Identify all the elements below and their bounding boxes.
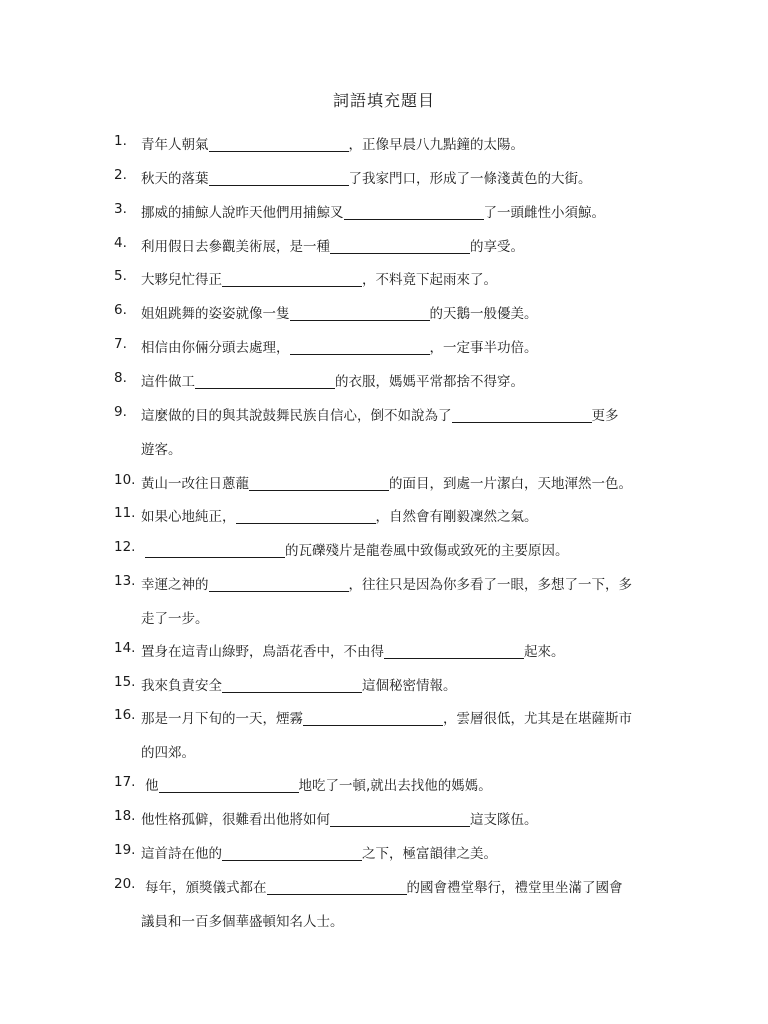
answer-blank[interactable] [330,239,470,254]
question-text-before: 秋天的落葉 [141,171,209,187]
answer-blank[interactable] [290,306,430,321]
question-number: 11. [114,505,136,521]
question-text-after: ，一定事半功倍。 [429,340,538,356]
question-number: 16. [114,707,136,723]
answer-blank[interactable] [209,171,349,186]
question-number: 2. [114,167,127,183]
question-text-after: 之下，極富韻律之美。 [362,846,497,862]
question-number: 20. [114,876,136,892]
answer-blank[interactable] [290,340,430,355]
question-text-after: 的瓦礫殘片是龍卷風中致傷或致死的主要原因。 [285,543,569,559]
question-number: 17. [114,774,136,790]
question-text-before: 相信由你倆分頭去處理， [141,340,290,356]
question-number: 13. [114,573,136,589]
question-number: 4. [114,235,127,251]
question-number: 9. [114,404,127,420]
answer-blank[interactable] [236,509,376,524]
question-text-after: 起來。 [524,644,565,660]
question-text-before: 利用假日去參觀美術展，是一種 [141,239,330,255]
question-text-after: ，不料竟下起雨來了。 [362,272,497,288]
answer-blank[interactable] [222,846,362,861]
question-text-after: 更多 [591,408,619,424]
question-text-after: ，往往只是因為你多看了一眼，多想了一下，多 [348,577,632,593]
question-number: 19. [114,842,136,858]
question-number: 10. [114,472,136,488]
question-text-before: 這件做工 [141,374,195,390]
page-title: 詞語填充題目 [332,91,435,110]
answer-blank[interactable] [267,880,407,895]
question-number: 3. [114,201,127,217]
question-number: 14. [114,640,136,656]
question-text-after: 的衣服，媽媽平常都捨不得穿。 [335,374,524,390]
question-text-after: ，自然會有剛毅凜然之氣。 [375,509,538,525]
question-text-before: 大夥兒忙得正 [141,272,222,288]
question-text-before: 如果心地純正， [141,509,236,525]
question-text-before: 置身在這青山綠野，鳥語花香中，不由得 [141,644,384,660]
question-text-before: 這首詩在他的 [141,846,222,862]
answer-blank[interactable] [195,374,335,389]
question-number: 15. [114,674,136,690]
question-text-before: 那是一月下旬的一天，煙霧 [141,711,303,727]
question-text-after: 了我家門口，形成了一條淺黃色的大街。 [348,171,592,187]
question-text-after: 的國會禮堂舉行，禮堂里坐滿了國會 [406,880,623,896]
question-number: 6. [114,302,127,318]
answer-blank[interactable] [209,137,349,152]
answer-blank[interactable] [145,543,285,558]
question-text-before: 姐姐跳舞的姿姿就像一隻 [141,306,290,322]
answer-blank[interactable] [344,205,484,220]
answer-blank[interactable] [222,678,362,693]
question-text-before: 黃山一改往日蔥蘢 [141,476,249,492]
question-number: 8. [114,370,127,386]
question-text-before: 他性格孤僻，很難看出他將如何 [141,812,330,828]
question-text-after: 這個秘密情報。 [362,678,457,694]
question-text-after: 地吃了一頓,就出去找他的媽媽。 [298,778,492,794]
question-text-after: ，雲層很低，尤其是在堪薩斯市 [443,711,632,727]
question-text-after: 的面目，到處一片潔白，天地渾然一色。 [389,476,632,492]
question-text-continued: 的四郊。 [141,745,195,761]
question-text-before: 青年人朝氣 [141,137,209,153]
answer-blank[interactable] [209,577,349,592]
question-text-after: 這支隊伍。 [470,812,538,828]
question-text-before: 我來負責安全 [141,678,222,694]
question-text-before: 這麼做的目的與其說鼓舞民族自信心，倒不如說為了 [141,408,452,424]
question-number: 12. [114,539,136,555]
answer-blank[interactable] [330,812,470,827]
question-text-after: 的天鵝一般優美。 [429,306,538,322]
question-number: 5. [114,268,127,284]
question-text-continued: 遊客。 [141,442,182,458]
answer-blank[interactable] [249,476,389,491]
answer-blank[interactable] [303,711,443,726]
question-number: 18. [114,808,136,824]
question-number: 1. [114,133,127,149]
answer-blank[interactable] [384,644,524,659]
answer-blank[interactable] [222,272,362,287]
question-text-after: 的享受。 [470,239,524,255]
question-text-before: 挪威的捕鯨人說昨天他們用捕鯨叉 [141,205,344,221]
question-text-after: ，正像早晨八九點鐘的太陽。 [348,137,524,153]
answer-blank[interactable] [452,408,592,423]
question-text-continued: 議員和一百多個華盛頓知名人士。 [141,914,344,930]
question-text-after: 了一頭雌性小須鯨。 [483,205,605,221]
question-text-continued: 走了一步。 [141,611,209,627]
answer-blank[interactable] [159,778,299,793]
question-text-before: 他 [145,778,159,794]
question-number: 7. [114,336,127,352]
question-text-before: 每年，頒獎儀式都在 [145,880,267,896]
question-text-before: 幸運之神的 [141,577,209,593]
